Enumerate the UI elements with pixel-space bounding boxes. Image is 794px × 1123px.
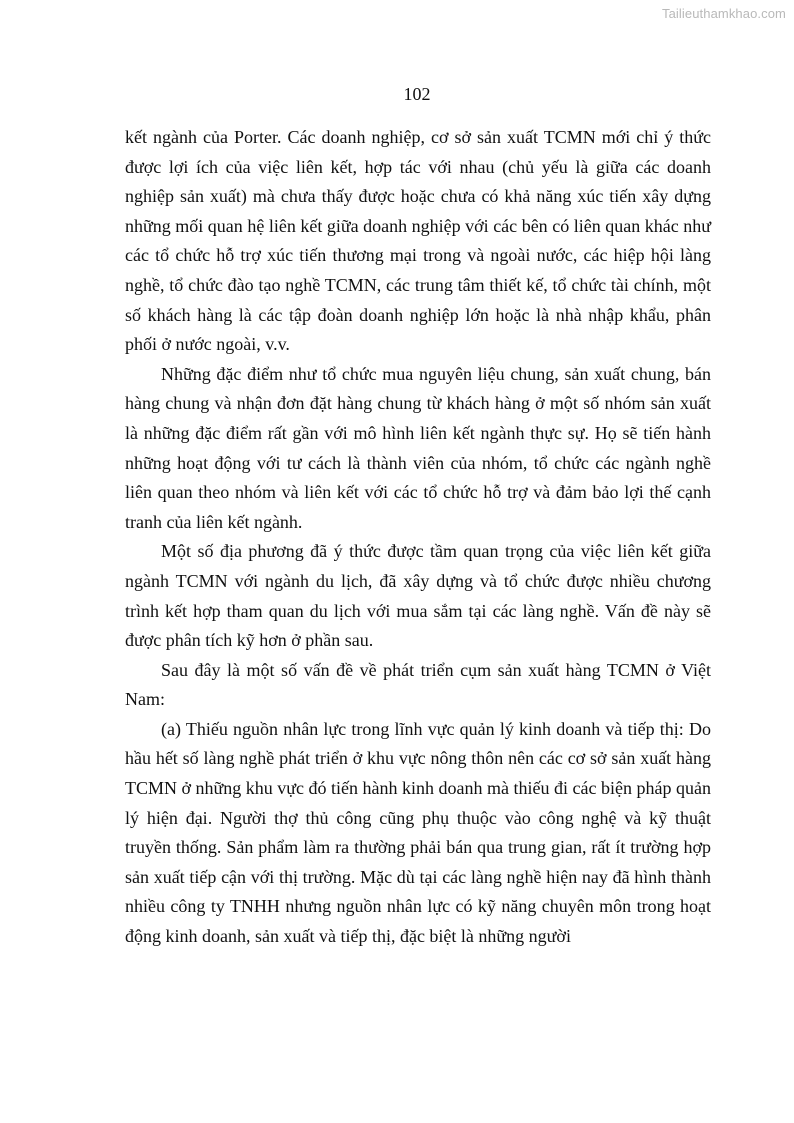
page-number: 102 (403, 84, 431, 104)
page-body (125, 123, 711, 952)
paragraph-tourism-link: Một số địa phương đã ý thức được tầm quan trọng của việc liên kết giữa ngành TCMN với ngành du lịch, đã xây dựng và tổ chức được nhiều chương trình kết hợp tham quan du lịch với mua sắm tại các làng nghề. Vấn đề này sẽ được phân tích kỹ hơn ở phần sau. (125, 541, 711, 651)
paragraph-issue-a: (a) Thiếu nguồn nhân lực trong lĩnh vực quản lý kinh doanh và tiếp thị: Do hầu hết số làng nghề phát triển ở khu vực nông thôn nên các cơ sở sản xuất hàng TCMN ở những khu vực đó tiến hành kinh doanh mà thiếu đi các biện pháp quản lý hiện đại. Người thợ thủ công cũng phụ thuộc vào công nghệ và kỹ thuật truyền thống. Sản phẩm làm ra thường phải bán qua trung gian, rất ít trường hợp sản xuất tiếp cận với thị trường. Mặc dù tại các làng nghề hiện nay đã hình thành nhiều công ty TNHH nhưng nguồn nhân lực có kỹ năng chuyên môn trong hoạt động kinh doanh, sản xuất và tiếp thị, đặc biệt là những người (125, 718, 711, 947)
paragraph-continuation: kết ngành của Porter. Các doanh nghiệp, cơ sở sản xuất TCMN mới chỉ ý thức được lợi ích của việc liên kết, hợp tác với nhau (chủ yếu là giữa các doanh nghiệp sản xuất) mà chưa thấy được hoặc chưa có khả năng xúc tiến xây dựng những mối quan hệ liên kết giữa doanh nghiệp với các bên có liên quan khác như các tổ chức hỗ trợ xúc tiến thương mại trong và ngoài nước, các hiệp hội làng nghề, tổ chức đào tạo nghề TCMN, các trung tâm thiết kế, tổ chức tài chính, một số khách hàng là các tập đoàn doanh nghiệp lớn hoặc là nhà nhập khẩu, phân phối ở nước ngoài, v.v. (125, 127, 711, 355)
paragraph-issues-intro: Sau đây là một số vấn đề về phát triển cụm sản xuất hàng TCMN ở Việt Nam: (125, 659, 711, 710)
paragraph-cluster-features: Những đặc điểm như tổ chức mua nguyên liệu chung, sản xuất chung, bán hàng chung và nhận đơn đặt hàng chung từ khách hàng ở một số nhóm sản xuất là những đặc điểm rất gần với mô hình liên kết ngành thực sự. Họ sẽ tiến hành những hoạt động với tư cách là thành viên của nhóm, tổ chức các ngành nghề liên quan theo nhóm và liên kết với các tổ chức hỗ trợ và đảm bảo lợi thế cạnh tranh của liên kết ngành. (125, 363, 711, 532)
watermark: Tailieuthamkhao.com (661, 6, 786, 21)
